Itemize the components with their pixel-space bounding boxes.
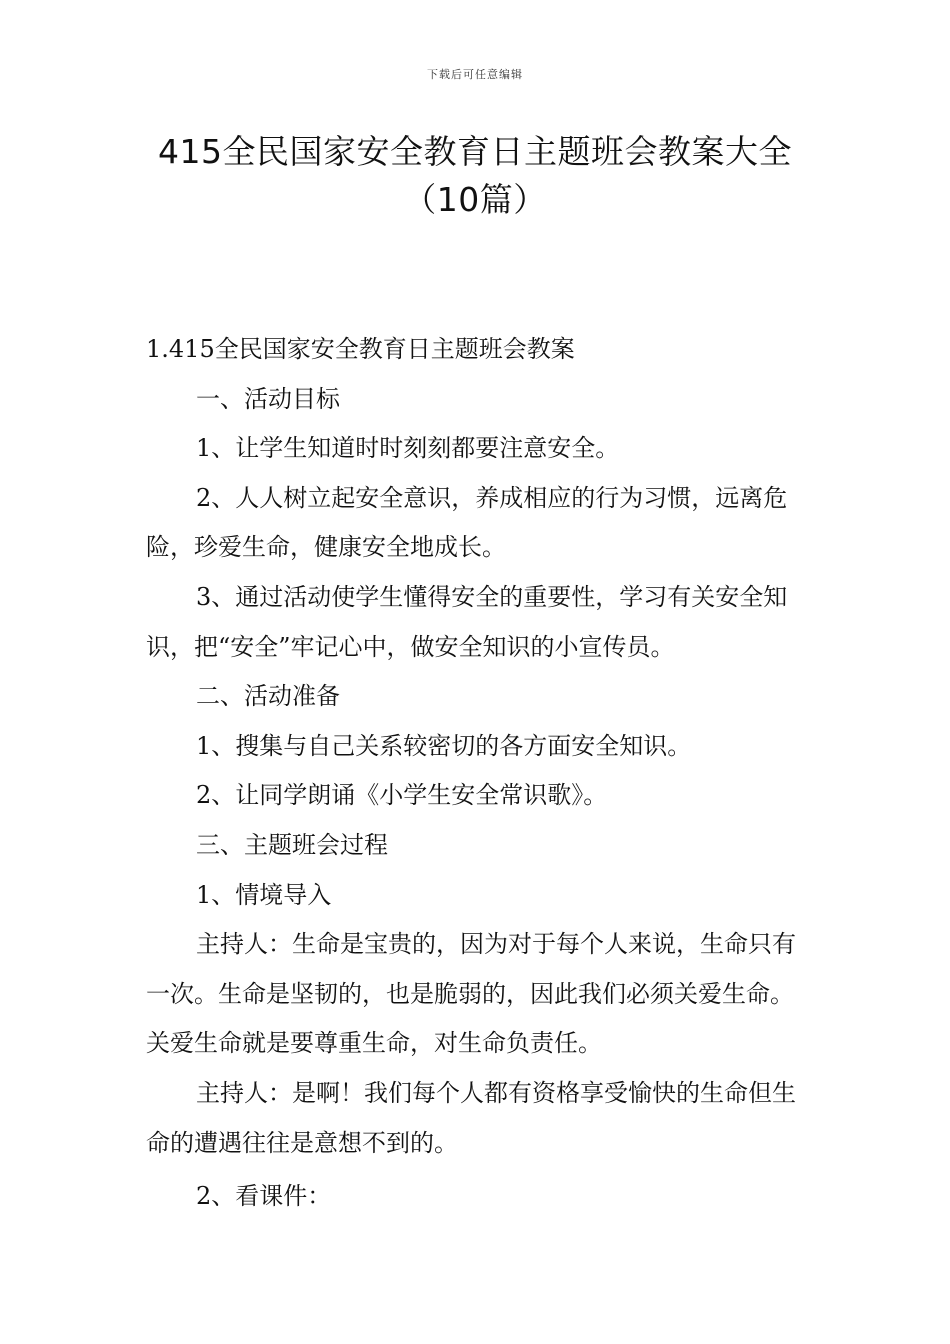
paragraph-8: 2、让同学朗诵《小学生安全常识歌》。 xyxy=(196,781,608,810)
paragraph-5: 3、通过活动使学生懂得安全的重要性，学习有关安全知识，把“安全”牢记心中，做安全知识的小宣传员。 xyxy=(146,582,788,661)
paragraph-4: 2、人人树立起安全意识，养成相应的行为习惯，远离危险，珍爱生命，健康安全地成长。 xyxy=(146,483,788,562)
paragraph-1: 1.415全民国家安全教育日主题班会教案 xyxy=(146,335,575,363)
header-note: 下载后可任意编辑 xyxy=(427,68,523,81)
paragraph-3: 1、让学生知道时时刻刻都要注意安全。 xyxy=(196,434,620,463)
title-line-1: 415全民国家安全教育日主题班会教案大全 xyxy=(158,132,792,171)
paragraph-7: 1、搜集与自己关系较密切的各方面安全知识。 xyxy=(196,731,692,760)
paragraph-6: 二、活动准备 xyxy=(196,682,340,711)
paragraph-10: 1、情境导入 xyxy=(196,880,332,909)
paragraph-9: 三、主题班会过程 xyxy=(196,830,388,859)
paragraph-11: 主持人：生命是宝贵的，因为对于每个人来说，生命只有一次。生命是坚韧的，也是脆弱的，因此我们必须关爱生命。关爱生命就是要尊重生命，对生命负责任。 xyxy=(146,930,796,1058)
title-line-2: （10篇） xyxy=(403,180,547,219)
document-body xyxy=(146,325,811,1222)
paragraph-2: 一、活动目标 xyxy=(196,384,340,413)
paragraph-13: 2、看课件： xyxy=(196,1182,332,1211)
document-title xyxy=(100,128,850,224)
paragraph-12: 主持人：是啊！我们每个人都有资格享受愉快的生命但生命的遭遇往往是意想不到的。 xyxy=(146,1078,796,1157)
